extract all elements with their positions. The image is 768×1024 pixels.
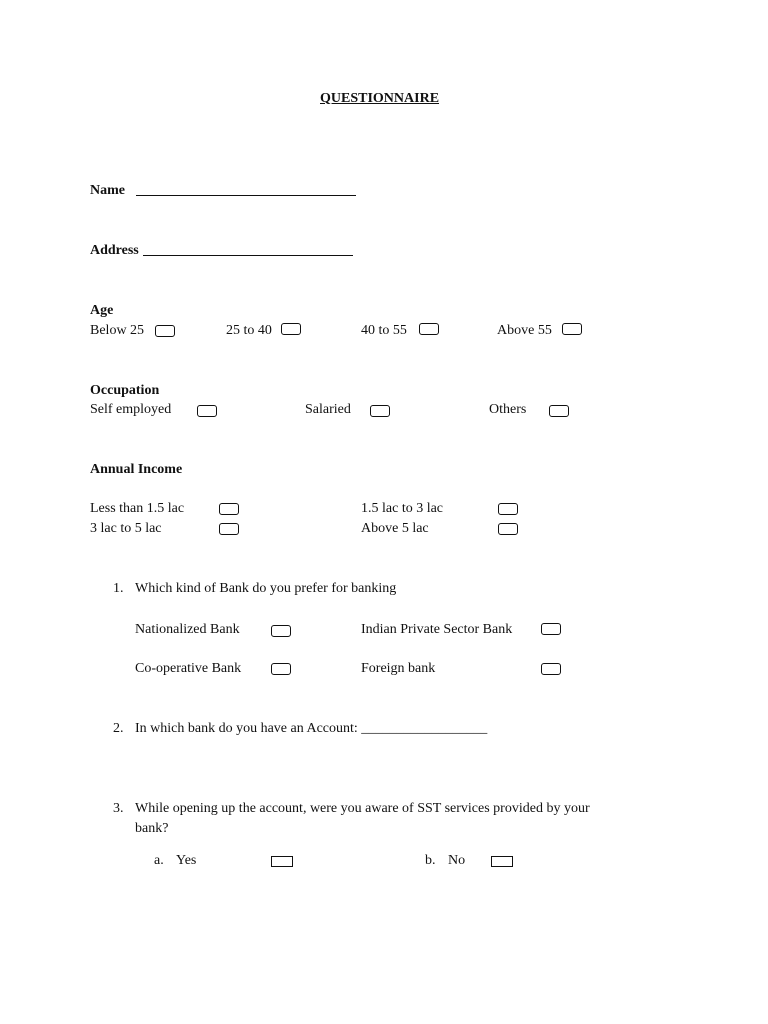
occupation-salaried-checkbox[interactable] [370, 405, 390, 417]
income-above-5-checkbox[interactable] [498, 523, 518, 535]
occupation-others-checkbox[interactable] [549, 405, 569, 417]
question-number: 3. [113, 801, 124, 816]
yes-checkbox[interactable] [271, 856, 293, 867]
question-text: Which kind of Bank do you prefer for banking [135, 581, 397, 596]
income-option-label: Less than 1.5 lac [90, 501, 185, 516]
foreign-bank-checkbox[interactable] [541, 663, 561, 675]
age-40-55-checkbox[interactable] [419, 323, 439, 335]
occupation-option-label: Self employed [90, 402, 172, 417]
age-heading: Age [90, 303, 114, 318]
question-text: While opening up the account, were you aware of SST services provided by your [135, 801, 590, 816]
cooperative-bank-checkbox[interactable] [271, 663, 291, 675]
age-option-label: Below 25 [90, 323, 145, 338]
question-text: In which bank do you have an Account: __________________ [135, 721, 488, 736]
address-field[interactable] [143, 255, 353, 256]
question-number: 1. [113, 581, 124, 596]
bank-option-label: Indian Private Sector Bank [361, 622, 513, 637]
bank-option-label: Nationalized Bank [135, 622, 240, 637]
income-3-to-5-checkbox[interactable] [219, 523, 239, 535]
occupation-option-label: Salaried [305, 402, 351, 417]
page-title: QUESTIONNAIRE [320, 91, 440, 106]
address-label: Address [90, 243, 139, 258]
private-sector-bank-checkbox[interactable] [541, 623, 561, 635]
age-below-25-checkbox[interactable] [155, 325, 175, 337]
bank-option-label: Foreign bank [361, 661, 436, 676]
option-marker: a. [154, 853, 164, 868]
option-label: No [448, 853, 466, 868]
age-above-55-checkbox[interactable] [562, 323, 582, 335]
income-1-5-to-3-checkbox[interactable] [498, 503, 518, 515]
age-option-label: 25 to 40 [226, 323, 272, 338]
income-option-label: Above 5 lac [361, 521, 429, 536]
occupation-self-employed-checkbox[interactable] [197, 405, 217, 417]
bank-option-label: Co-operative Bank [135, 661, 242, 676]
age-25-40-checkbox[interactable] [281, 323, 301, 335]
name-label: Name [90, 183, 125, 198]
name-field[interactable] [136, 195, 356, 196]
occupation-option-label: Others [489, 402, 527, 417]
question-text-continued: bank? [135, 821, 169, 836]
option-label: Yes [176, 853, 197, 868]
occupation-heading: Occupation [90, 383, 160, 398]
question-number: 2. [113, 721, 124, 736]
no-checkbox[interactable] [491, 856, 513, 867]
option-marker: b. [425, 853, 436, 868]
income-heading: Annual Income [90, 462, 183, 477]
age-option-label: 40 to 55 [361, 323, 407, 338]
income-option-label: 3 lac to 5 lac [90, 521, 162, 536]
income-option-label: 1.5 lac to 3 lac [361, 501, 444, 516]
age-option-label: Above 55 [497, 323, 552, 338]
income-less-1-5-checkbox[interactable] [219, 503, 239, 515]
nationalized-bank-checkbox[interactable] [271, 625, 291, 637]
